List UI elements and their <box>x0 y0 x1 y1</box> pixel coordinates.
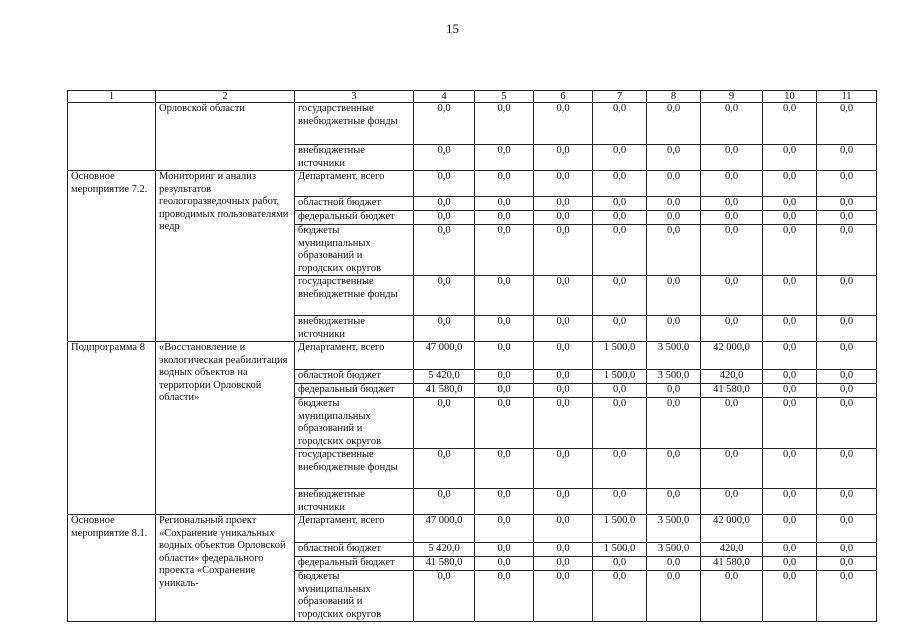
value-cell: 0,0 <box>475 398 534 449</box>
column-number: 11 <box>817 91 877 103</box>
table-row <box>68 103 877 145</box>
value-cell: 0,0 <box>817 316 877 342</box>
value-cell: 0,0 <box>475 342 534 370</box>
value-cell: 0,0 <box>534 276 593 316</box>
value-cell: 1 500,0 <box>593 342 647 370</box>
value-cell: 3 500,0 <box>647 543 701 557</box>
value-cell: 0,0 <box>593 571 647 622</box>
value-cell: 0,0 <box>414 211 475 225</box>
column-number: 3 <box>295 91 414 103</box>
value-cell: 0,0 <box>763 557 817 571</box>
measure-name-cell: Мониторинг и анализ результатов геологоразведочных работ, проводимых пользователями недр <box>156 171 295 342</box>
value-cell: 0,0 <box>475 211 534 225</box>
value-cell: 0,0 <box>701 398 763 449</box>
value-cell: 41 580,0 <box>701 557 763 571</box>
value-cell: 41 580,0 <box>414 384 475 398</box>
column-number: 4 <box>414 91 475 103</box>
funding-source-cell: областной бюджет <box>295 370 414 384</box>
value-cell: 0,0 <box>647 145 701 171</box>
value-cell: 0,0 <box>647 449 701 489</box>
value-cell: 0,0 <box>593 171 647 197</box>
value-cell: 5 420,0 <box>414 543 475 557</box>
column-number: 1 <box>68 91 156 103</box>
value-cell: 0,0 <box>593 197 647 211</box>
value-cell: 0,0 <box>534 103 593 145</box>
value-cell: 0,0 <box>817 225 877 276</box>
value-cell: 0,0 <box>475 171 534 197</box>
value-cell: 0,0 <box>534 449 593 489</box>
value-cell: 0,0 <box>593 225 647 276</box>
value-cell: 0,0 <box>414 449 475 489</box>
value-cell: 0,0 <box>647 489 701 515</box>
value-cell: 0,0 <box>475 103 534 145</box>
value-cell: 0,0 <box>593 398 647 449</box>
value-cell: 0,0 <box>475 449 534 489</box>
value-cell: 0,0 <box>534 543 593 557</box>
value-cell: 0,0 <box>647 276 701 316</box>
funding-source-cell: государственные внебюджетные фонды <box>295 276 414 316</box>
table-body <box>68 103 877 622</box>
value-cell: 0,0 <box>414 489 475 515</box>
funding-source-cell: федеральный бюджет <box>295 557 414 571</box>
measure-name-cell: Региональный проект «Сохранение уникальных водных объектов Орловской области» федерального проекта «Сохранение уникаль- <box>156 515 295 622</box>
value-cell: 0,0 <box>647 171 701 197</box>
value-cell: 5 420,0 <box>414 370 475 384</box>
value-cell: 0,0 <box>534 197 593 211</box>
value-cell: 0,0 <box>763 225 817 276</box>
value-cell: 0,0 <box>647 225 701 276</box>
value-cell: 3 500,0 <box>647 515 701 543</box>
value-cell: 0,0 <box>475 384 534 398</box>
value-cell: 0,0 <box>817 197 877 211</box>
value-cell: 0,0 <box>817 103 877 145</box>
funding-source-cell: государственные внебюджетные фонды <box>295 449 414 489</box>
value-cell: 0,0 <box>593 103 647 145</box>
value-cell: 0,0 <box>475 543 534 557</box>
value-cell: 0,0 <box>534 557 593 571</box>
value-cell: 0,0 <box>817 543 877 557</box>
measure-cell: Основное мероприятие 8.1. <box>68 515 156 622</box>
funding-source-cell: федеральный бюджет <box>295 211 414 225</box>
value-cell: 0,0 <box>817 211 877 225</box>
value-cell: 0,0 <box>763 515 817 543</box>
value-cell: 0,0 <box>593 557 647 571</box>
value-cell: 42 000,0 <box>701 342 763 370</box>
value-cell: 0,0 <box>701 276 763 316</box>
value-cell: 0,0 <box>475 515 534 543</box>
value-cell: 420,0 <box>701 370 763 384</box>
value-cell: 0,0 <box>475 571 534 622</box>
funding-source-cell: Департамент, всего <box>295 342 414 370</box>
funding-source-cell: внебюджетные источники <box>295 145 414 171</box>
value-cell: 0,0 <box>414 316 475 342</box>
funding-source-cell: государственные внебюджетные фонды <box>295 103 414 145</box>
value-cell: 3 500,0 <box>647 342 701 370</box>
value-cell: 0,0 <box>817 342 877 370</box>
value-cell: 0,0 <box>647 384 701 398</box>
funding-source-cell: Департамент, всего <box>295 515 414 543</box>
value-cell: 42 000,0 <box>701 515 763 543</box>
value-cell: 0,0 <box>763 145 817 171</box>
value-cell: 0,0 <box>593 489 647 515</box>
value-cell: 0,0 <box>701 571 763 622</box>
funding-source-cell: областной бюджет <box>295 543 414 557</box>
value-cell: 0,0 <box>763 449 817 489</box>
value-cell: 0,0 <box>534 515 593 543</box>
column-number: 9 <box>701 91 763 103</box>
funding-source-cell: областной бюджет <box>295 197 414 211</box>
value-cell: 0,0 <box>817 384 877 398</box>
funding-source-cell: внебюджетные источники <box>295 316 414 342</box>
value-cell: 0,0 <box>763 370 817 384</box>
value-cell: 0,0 <box>763 171 817 197</box>
value-cell: 0,0 <box>414 225 475 276</box>
column-number: 5 <box>475 91 534 103</box>
value-cell: 0,0 <box>534 171 593 197</box>
value-cell: 0,0 <box>647 557 701 571</box>
value-cell: 0,0 <box>763 342 817 370</box>
value-cell: 0,0 <box>593 384 647 398</box>
column-number-row <box>68 91 877 103</box>
value-cell: 0,0 <box>593 145 647 171</box>
value-cell: 0,0 <box>534 384 593 398</box>
value-cell: 0,0 <box>763 103 817 145</box>
value-cell: 0,0 <box>534 571 593 622</box>
value-cell: 0,0 <box>593 211 647 225</box>
column-number: 2 <box>156 91 295 103</box>
value-cell: 0,0 <box>701 171 763 197</box>
value-cell: 0,0 <box>475 316 534 342</box>
value-cell: 0,0 <box>701 103 763 145</box>
value-cell: 0,0 <box>817 515 877 543</box>
value-cell: 47 000,0 <box>414 515 475 543</box>
funding-source-cell: федеральный бюджет <box>295 384 414 398</box>
value-cell: 0,0 <box>763 197 817 211</box>
value-cell: 0,0 <box>763 571 817 622</box>
column-number: 7 <box>593 91 647 103</box>
value-cell: 0,0 <box>475 557 534 571</box>
funding-source-cell: бюджеты муниципальных образований и городских округов <box>295 571 414 622</box>
measure-cell: Основное мероприятие 7.2. <box>68 171 156 342</box>
value-cell: 1 500,0 <box>593 515 647 543</box>
value-cell: 0,0 <box>701 197 763 211</box>
value-cell: 0,0 <box>534 316 593 342</box>
value-cell: 0,0 <box>647 571 701 622</box>
value-cell: 0,0 <box>817 571 877 622</box>
value-cell: 0,0 <box>763 398 817 449</box>
value-cell: 0,0 <box>534 398 593 449</box>
value-cell: 0,0 <box>475 276 534 316</box>
value-cell: 0,0 <box>647 103 701 145</box>
value-cell: 0,0 <box>763 211 817 225</box>
measure-name-cell: «Восстановление и экологическая реабилитация водных объектов на территории Орловской области» <box>156 342 295 515</box>
value-cell: 1 500,0 <box>593 370 647 384</box>
funding-source-cell: бюджеты муниципальных образований и городских округов <box>295 225 414 276</box>
value-cell: 0,0 <box>647 197 701 211</box>
table-row <box>68 342 877 370</box>
value-cell: 0,0 <box>701 211 763 225</box>
value-cell: 0,0 <box>593 276 647 316</box>
measure-name-cell: Орловской области <box>156 103 295 171</box>
value-cell: 0,0 <box>647 398 701 449</box>
table-row <box>68 171 877 197</box>
value-cell: 0,0 <box>701 449 763 489</box>
value-cell: 0,0 <box>763 276 817 316</box>
value-cell: 3 500,0 <box>647 370 701 384</box>
value-cell: 0,0 <box>593 449 647 489</box>
value-cell: 0,0 <box>817 489 877 515</box>
value-cell: 0,0 <box>414 197 475 211</box>
value-cell: 0,0 <box>817 557 877 571</box>
value-cell: 0,0 <box>475 197 534 211</box>
value-cell: 0,0 <box>414 171 475 197</box>
value-cell: 0,0 <box>534 370 593 384</box>
value-cell: 0,0 <box>647 211 701 225</box>
value-cell: 0,0 <box>701 225 763 276</box>
column-number: 8 <box>647 91 701 103</box>
funding-source-cell: Департамент, всего <box>295 171 414 197</box>
value-cell: 0,0 <box>817 398 877 449</box>
funding-source-cell: внебюджетные источники <box>295 489 414 515</box>
column-number: 6 <box>534 91 593 103</box>
measure-cell: Подпрограмма 8 <box>68 342 156 515</box>
value-cell: 0,0 <box>647 316 701 342</box>
value-cell: 0,0 <box>817 145 877 171</box>
value-cell: 0,0 <box>534 489 593 515</box>
value-cell: 0,0 <box>414 103 475 145</box>
page-number: 15 <box>446 21 459 36</box>
value-cell: 0,0 <box>475 225 534 276</box>
value-cell: 0,0 <box>475 489 534 515</box>
funding-source-cell: бюджеты муниципальных образований и городских округов <box>295 398 414 449</box>
value-cell: 0,0 <box>534 211 593 225</box>
value-cell: 0,0 <box>763 384 817 398</box>
value-cell: 420,0 <box>701 543 763 557</box>
value-cell: 0,0 <box>817 276 877 316</box>
value-cell: 0,0 <box>701 489 763 515</box>
value-cell: 0,0 <box>414 145 475 171</box>
value-cell: 0,0 <box>534 225 593 276</box>
value-cell: 0,0 <box>763 543 817 557</box>
value-cell: 0,0 <box>414 398 475 449</box>
column-number: 10 <box>763 91 817 103</box>
value-cell: 0,0 <box>534 145 593 171</box>
value-cell: 0,0 <box>701 145 763 171</box>
measure-cell <box>68 103 156 171</box>
value-cell: 0,0 <box>414 571 475 622</box>
table-row <box>68 515 877 543</box>
value-cell: 0,0 <box>817 171 877 197</box>
value-cell: 41 580,0 <box>701 384 763 398</box>
value-cell: 0,0 <box>593 316 647 342</box>
budget-table <box>67 90 877 622</box>
value-cell: 1 500,0 <box>593 543 647 557</box>
value-cell: 0,0 <box>763 489 817 515</box>
value-cell: 0,0 <box>475 145 534 171</box>
value-cell: 41 580,0 <box>414 557 475 571</box>
value-cell: 0,0 <box>701 316 763 342</box>
value-cell: 0,0 <box>817 370 877 384</box>
value-cell: 0,0 <box>763 316 817 342</box>
value-cell: 47 000,0 <box>414 342 475 370</box>
value-cell: 0,0 <box>534 342 593 370</box>
value-cell: 0,0 <box>414 276 475 316</box>
value-cell: 0,0 <box>475 370 534 384</box>
value-cell: 0,0 <box>817 449 877 489</box>
